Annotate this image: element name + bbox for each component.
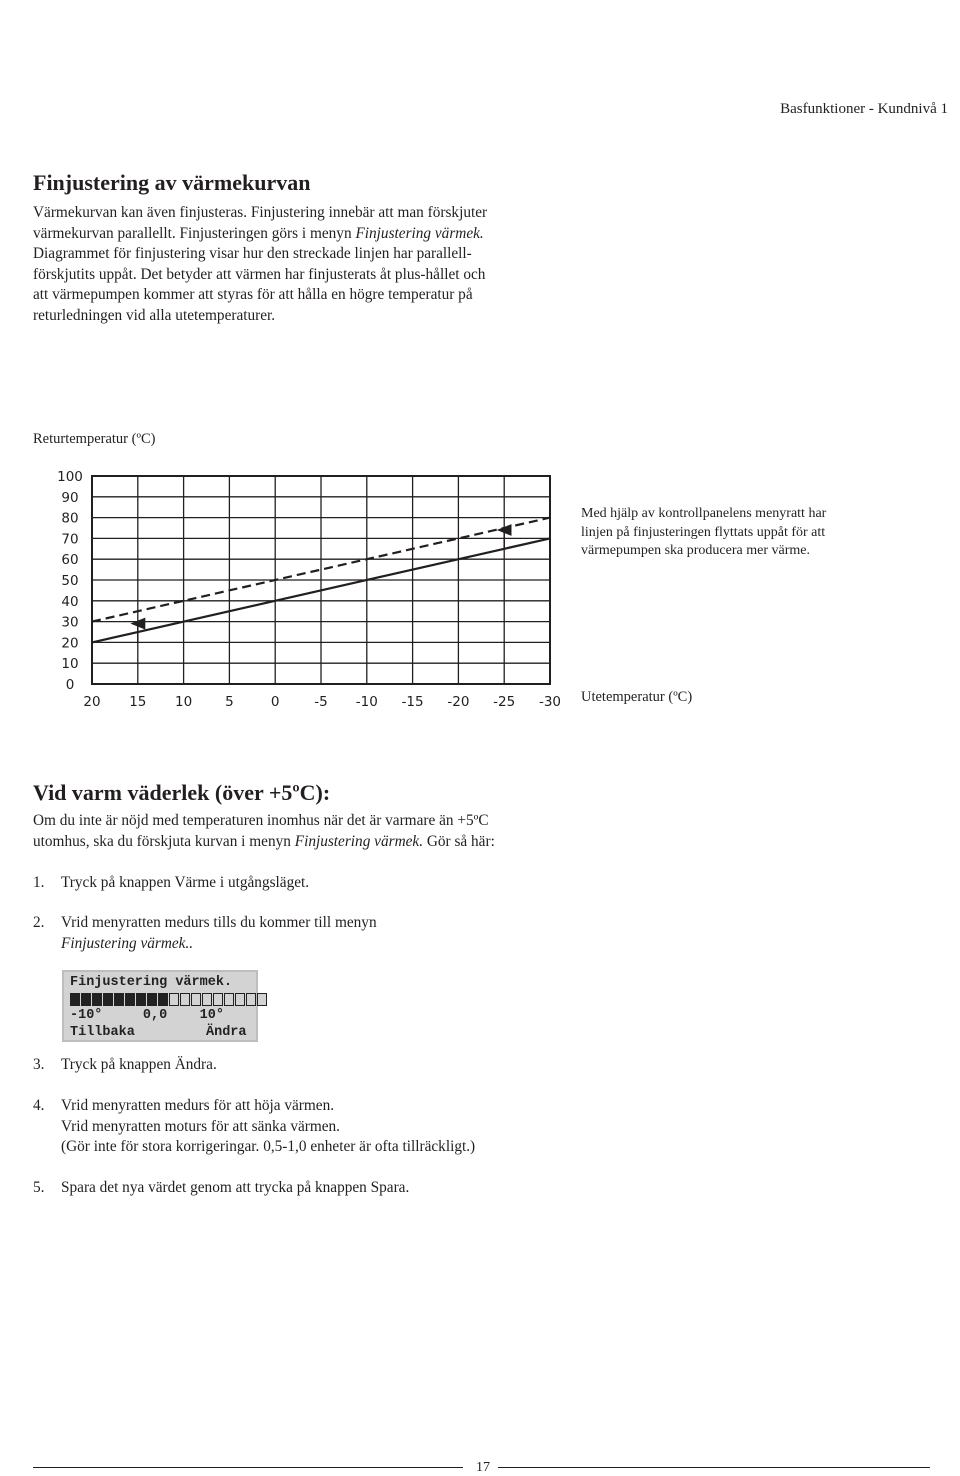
lcd-bar-segment (114, 993, 124, 1006)
intro-paragraph (33, 203, 603, 327)
lcd-level-bar (70, 993, 267, 1006)
intro-line: Diagrammet för finjustering visar hur den streckade linjen har parallell- (33, 245, 472, 263)
lcd-scale: -10° 0,0 10° (70, 1008, 224, 1023)
step-text: Vrid menyratten medurs för att höja värmen. Vrid menyratten moturs för att sänka värmen. (Gör inte för stora korrigeringar. 0,5-1,0 enheter är ofta tillräckligt.) (61, 1097, 476, 1156)
step-number: 1. (33, 874, 45, 891)
lcd-bar-segment (191, 993, 201, 1006)
intro-line: Värmekurvan kan även finjusteras. Finjustering innebär att man förskjuter (33, 204, 488, 221)
y-tick-label: 10 (61, 656, 79, 673)
step-number: 5. (33, 1179, 45, 1196)
x-tick-label: 10 (175, 694, 193, 710)
x-tick-label: -5 (314, 694, 328, 710)
y-tick-label: 90 (61, 489, 79, 506)
lcd-menu-title: Finjustering värmek. (70, 975, 233, 990)
chart-y-axis-label: Returtemperatur (ºC) (33, 431, 156, 447)
lcd-bar-segment (147, 993, 157, 1006)
lcd-bar-segment (224, 993, 234, 1006)
y-tick-label: 80 (61, 510, 79, 527)
lcd-bar-segment (235, 993, 245, 1006)
y-tick-label: 60 (61, 552, 79, 569)
intro-line: förskjutits uppåt. Det betyder att värmen har finjusterats åt plus-hållet och (33, 265, 486, 283)
y-tick-label: 30 (61, 614, 79, 631)
paragraph-line: utomhus, ska du förskjuta kurvan i menyn Finjustering värmek. Gör så här: (33, 832, 495, 850)
step-text: Vrid menyratten medurs tills du kommer till menyn Finjustering värmek.. (61, 914, 377, 952)
footer-rule-right (498, 1467, 930, 1468)
lcd-bar-segment (213, 993, 223, 1006)
x-tick-label: -25 (493, 694, 516, 710)
section-title-finjustering: Finjustering av värmekurvan (33, 170, 311, 195)
paragraph-line: Om du inte är nöjd med temperaturen inomhus när det är varmare än +5ºC (33, 812, 489, 829)
step-text: Spara det nya värdet genom att trycka på knappen Spara. (61, 1179, 410, 1196)
x-tick-label: 5 (225, 694, 234, 710)
intro-line: returledningen vid alla utetemperaturer. (33, 306, 276, 324)
lcd-bar-segment (103, 993, 113, 1006)
step-number: 2. (33, 914, 45, 931)
x-tick-label: 15 (129, 694, 147, 710)
lcd-bar-segment (125, 993, 135, 1006)
x-tick-label: -10 (355, 694, 378, 710)
y-tick-label: 40 (61, 593, 79, 610)
x-tick-label: 0 (270, 694, 280, 710)
step-number: 4. (33, 1097, 45, 1114)
chart-side-note (581, 505, 911, 561)
x-tick-label: -30 (538, 694, 562, 710)
lcd-bar-segment (180, 993, 190, 1006)
y-tick-label: 50 (61, 573, 79, 589)
lcd-bar-segment (257, 993, 267, 1006)
section-title-warm-weather: Vid varm väderlek (över +5ºC): (33, 780, 331, 805)
step-text: Tryck på knappen Ändra. (61, 1056, 217, 1073)
heat-curve-chart (0, 455, 580, 717)
lcd-bar-segment (246, 993, 256, 1006)
x-tick-label: 20 (83, 694, 101, 710)
lcd-bar-segment (70, 993, 80, 1006)
intro-line: att värmepumpen kommer att styras för att hålla en högre temperatur på (33, 286, 473, 304)
x-tick-label: -20 (447, 694, 470, 710)
step-number: 3. (33, 1056, 45, 1073)
warm-weather-paragraph (33, 811, 495, 852)
lcd-bar-segment (136, 993, 146, 1006)
lcd-change-label: Ändra (206, 1025, 247, 1040)
lcd-bar-segment (92, 993, 102, 1006)
lcd-bar-segment (81, 993, 91, 1006)
side-note-line: Med hjälp av kontrollpanelens menyratt har (581, 506, 827, 521)
lcd-back-label: Tillbaka (70, 1025, 135, 1040)
y-tick-label: 100 (57, 469, 83, 485)
side-note-line: värmepumpen ska producera mer värme. (581, 543, 810, 558)
y-tick-label: 70 (61, 531, 79, 548)
lcd-display (62, 970, 258, 1042)
side-note-line: linjen på finjusteringen flyttats uppåt för att (581, 524, 826, 540)
lcd-bar-segment (158, 993, 168, 1006)
intro-line: värmekurvan parallellt. Finjusteringen görs i menyn Finjustering värmek. (33, 224, 484, 242)
page-header-section: Basfunktioner - Kundnivå 1 (780, 101, 948, 117)
footer-rule-left (33, 1467, 463, 1468)
page-number: 17 (472, 1460, 494, 1476)
lcd-bar-segment (202, 993, 212, 1006)
y-tick-label: 0 (65, 677, 75, 693)
step-text: Tryck på knappen Värme i utgångsläget. (61, 874, 310, 891)
chart-x-axis-label: Utetemperatur (ºC) (581, 689, 693, 705)
y-tick-label: 20 (61, 635, 79, 652)
x-tick-label: -15 (401, 694, 424, 710)
lcd-bar-segment (169, 993, 179, 1006)
